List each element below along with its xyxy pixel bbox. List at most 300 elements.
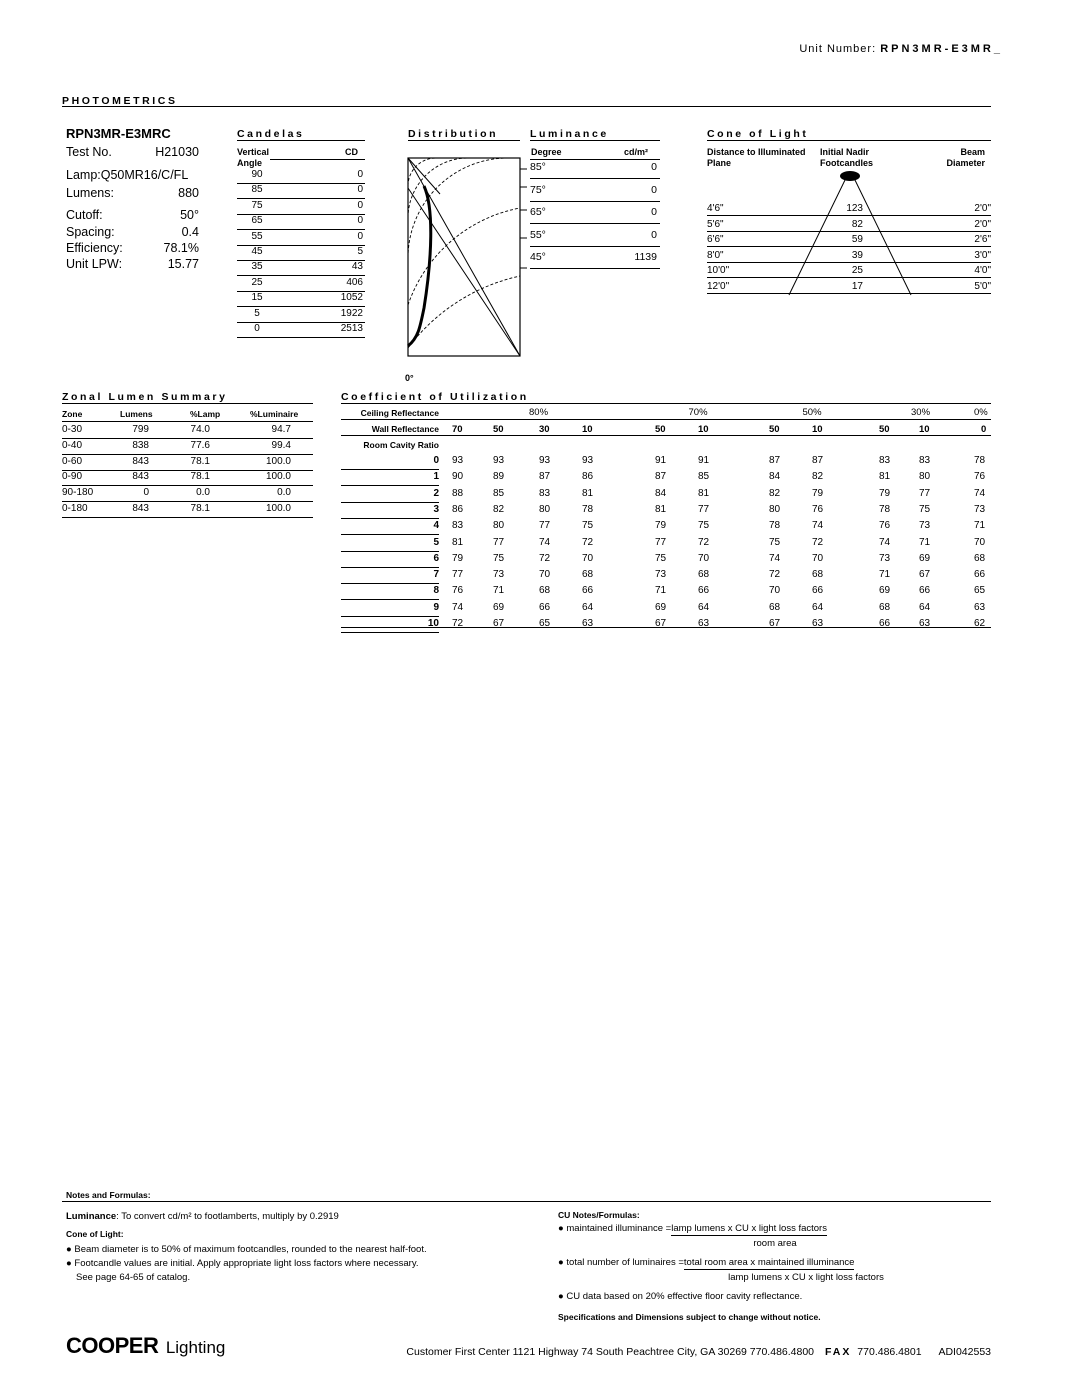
cone-diagram (780, 168, 920, 298)
note-luminance (66, 1211, 339, 1222)
cu-cell: 72 (698, 536, 710, 548)
zonal-row (62, 486, 313, 502)
candelas-angle: 55 (251, 230, 263, 242)
candelas-value: 0 (357, 169, 363, 180)
cone-col-distance: Distance to Illuminated Plane (707, 147, 806, 168)
zonal-cell: 838 (132, 439, 149, 451)
cu-cell: 70 (698, 552, 710, 564)
cu-cell: 80 (539, 503, 551, 515)
cone-beam: 2'0" (974, 203, 991, 214)
cu-rcr: 0 (341, 455, 439, 470)
cu-row (341, 503, 991, 519)
cu-cell: 85 (493, 487, 505, 499)
cu-cell: 76 (879, 520, 891, 532)
cu-wall-value: 50 (769, 424, 780, 435)
cu-row (341, 584, 991, 600)
cone-row (707, 265, 991, 278)
cu-cell: 67 (769, 618, 781, 629)
distribution-chart (400, 148, 530, 378)
cu-note-b3: ● CU data based on 20% effective floor cavity reflectance. (558, 1291, 803, 1302)
candelas-title: Candelas (237, 128, 305, 140)
zonal-cell: 78.1 (190, 471, 210, 483)
arc-5 (408, 276, 520, 348)
cu-ceiling-value: 0% (974, 407, 988, 418)
candelas-angle: 25 (251, 276, 263, 288)
cu-rcr: 2 (341, 488, 439, 503)
cu-ceiling-rule (341, 419, 991, 420)
cu-cell: 77 (919, 487, 931, 499)
cone-row (707, 234, 991, 247)
cu-bottom-rule (341, 627, 991, 628)
luminance-degree: 45° (530, 251, 546, 263)
formula-2: ● total number of luminaires =total room area x maintained illuminance (558, 1257, 855, 1268)
cu-cell: 77 (493, 536, 505, 548)
candelas-row (237, 214, 365, 230)
cu-row (341, 617, 991, 633)
formula-1-left: maintained illuminance = (566, 1223, 672, 1234)
candelas-angle: 5 (254, 307, 260, 319)
candelas-value: 0 (357, 184, 363, 196)
cu-cell: 83 (879, 455, 891, 466)
cone-footcandles: 123 (846, 203, 863, 214)
note-cone-b3: See page 64-65 of catalog. (76, 1272, 191, 1283)
cu-cell: 74 (812, 520, 824, 532)
luminance-row (530, 227, 660, 247)
cu-cell: 76 (452, 585, 464, 597)
cu-cell: 66 (974, 569, 986, 581)
zonal-cell: 74.0 (190, 424, 210, 435)
cu-rcr: 7 (341, 569, 439, 584)
zonal-cell: 0-180 (62, 503, 88, 514)
candelas-value: 1052 (340, 292, 363, 304)
cu-wall-value: 0 (981, 424, 987, 435)
note-cone-b1-text: Beam diameter is to 50% of maximum footcandles, rounded to the nearest half-foot. (74, 1244, 427, 1255)
cone-title: Cone of Light (707, 128, 809, 140)
cu-ceiling-label: Ceiling Reflectance (360, 408, 439, 418)
candelas-value: 5 (357, 246, 363, 257)
cone-beam: 2'6" (974, 234, 991, 246)
cu-rcr: 3 (341, 504, 439, 519)
cu-notes-title: CU Notes/Formulas: (558, 1210, 640, 1220)
zonal-cell: 100.0 (265, 503, 291, 514)
spec-note: Specifications and Dimensions subject to change without notice. (558, 1312, 821, 1322)
zonal-row (62, 455, 313, 471)
cu-cell: 68 (879, 601, 891, 613)
zonal-cell: 78.1 (190, 503, 210, 514)
cu-cell: 80 (493, 520, 505, 532)
cu-cell: 74 (539, 536, 551, 548)
candelas-angle: 90 (251, 169, 263, 180)
cu-cell: 81 (698, 487, 710, 499)
arc-3 (408, 158, 508, 258)
cone-distance: 12'0" (707, 281, 730, 292)
note-cone-b2-text: Footcandle values are initial. Apply appropriate light loss factors where necessary. (74, 1258, 419, 1269)
cu-cell: 63 (919, 618, 931, 629)
zonal-row (62, 470, 313, 486)
cu-cell: 63 (974, 601, 986, 613)
cu-row (341, 470, 991, 486)
cu-cell: 82 (812, 471, 824, 483)
cu-cell: 74 (879, 536, 891, 548)
lumens-label: Lumens: (66, 186, 114, 200)
candelas-value: 406 (346, 276, 363, 288)
efficiency-value: 78.1% (163, 241, 199, 255)
lumens-value: 880 (178, 186, 199, 200)
cu-cell: 77 (452, 569, 464, 581)
zonal-col-lamp: %Lamp (190, 409, 221, 419)
cu-cell: 71 (493, 585, 505, 597)
cu-cell: 81 (452, 536, 464, 548)
cu-row (341, 601, 991, 617)
cu-cell: 83 (919, 455, 931, 466)
cone-beam: 5'0" (974, 281, 991, 292)
cu-title: Coefficient of Utilization (341, 391, 529, 403)
luminance-value: 1139 (634, 251, 657, 263)
cu-rcr: 8 (341, 585, 439, 600)
cu-cell: 71 (879, 569, 891, 581)
cone-row (707, 219, 991, 232)
cu-cell: 71 (655, 585, 667, 597)
cu-ceiling-value: 30% (911, 407, 931, 418)
cone-footcandles: 59 (851, 234, 863, 246)
cutoff-value: 50° (180, 208, 199, 222)
luminance-col-cd: cd/m² (624, 147, 649, 157)
cu-cell: 63 (812, 618, 824, 629)
cu-cell: 73 (655, 569, 667, 581)
cu-cell: 74 (769, 552, 781, 564)
unit-number-value: RPN3MR-E3MR_ (880, 43, 1003, 55)
cu-cell: 68 (769, 601, 781, 613)
luminance-row (530, 249, 660, 269)
zonal-cell: 0.0 (277, 487, 291, 499)
cu-cell: 73 (879, 552, 891, 564)
cu-cell: 82 (769, 487, 781, 499)
cu-row (341, 454, 991, 470)
cu-cell: 68 (698, 569, 710, 581)
zonal-cell: 90-180 (62, 487, 94, 499)
zonal-cell: 100.0 (265, 471, 291, 483)
cu-cell: 74 (974, 487, 986, 499)
luminance-value: 0 (651, 161, 657, 173)
cu-cell: 73 (493, 569, 505, 581)
cu-cell: 77 (698, 503, 710, 515)
cu-cell: 69 (879, 585, 891, 597)
cu-cell: 66 (698, 585, 710, 597)
luminance-row (530, 159, 660, 179)
candelas-row (237, 168, 365, 184)
cone-footcandles: 25 (851, 265, 863, 277)
candelas-angle: 35 (251, 261, 263, 273)
luminance-row (530, 204, 660, 224)
zonal-cell: 77.6 (190, 439, 210, 451)
cu-cell: 87 (812, 455, 824, 466)
zonal-cell: 799 (132, 424, 149, 435)
cu-cell: 70 (769, 585, 781, 597)
cu-cell: 69 (655, 601, 667, 613)
luminance-value: 0 (651, 183, 657, 196)
cu-row (341, 487, 991, 503)
candelas-angle: 15 (251, 292, 263, 304)
cu-cell: 79 (879, 487, 891, 499)
cu-cell: 65 (974, 585, 986, 597)
cu-cell: 73 (974, 503, 986, 515)
cu-cell: 79 (452, 552, 464, 564)
cu-cell: 85 (698, 471, 710, 483)
luminance-title: Luminance (530, 128, 609, 140)
cu-cell: 87 (539, 471, 551, 483)
notes-title: Notes and Formulas: (66, 1190, 151, 1200)
cu-cell: 84 (655, 487, 667, 499)
cu-cell: 80 (769, 503, 781, 515)
cu-cell: 63 (698, 618, 710, 629)
cu-cell: 87 (655, 471, 667, 483)
cone-row (707, 250, 991, 263)
candelas-row (237, 276, 365, 292)
zonal-col-luminaire: %Luminaire (250, 409, 299, 419)
cu-cell: 77 (539, 520, 551, 532)
lpw-label: Unit LPW: (66, 257, 123, 271)
luminance-col-degree: Degree (531, 147, 562, 157)
brand-sub: Lighting (165, 1338, 226, 1357)
zonal-cell: 0-40 (62, 439, 83, 451)
cu-cell: 79 (812, 487, 824, 499)
footer-contact (406, 1346, 991, 1358)
note-luminance-text: : To convert cd/m² to footlamberts, multiply by 0.2919 (116, 1211, 339, 1222)
zonal-cell: 0-30 (62, 424, 83, 435)
candelas-value: 0 (357, 199, 363, 211)
lamp: Lamp:Q50MR16/C/FL (66, 168, 189, 182)
footer-fax-value: 770.486.4801 (857, 1346, 922, 1358)
candelas-value: 0 (357, 230, 363, 242)
footer-address: Customer First Center 1121 Highway 74 South Peachtree City, GA 30269 770.486.4800 (406, 1346, 815, 1358)
cu-cell: 69 (493, 601, 505, 613)
cu-cell: 70 (582, 552, 594, 564)
cu-cell: 66 (919, 585, 931, 597)
cu-cell: 67 (919, 569, 931, 581)
luminance-degree: 65° (530, 206, 546, 218)
zonal-cell: 94.7 (271, 424, 291, 435)
candela-curve (408, 186, 431, 346)
candelas-value: 0 (357, 215, 363, 227)
candelas-row (237, 291, 365, 307)
cu-row (341, 568, 991, 584)
cu-cell: 81 (655, 503, 667, 515)
cu-cell: 75 (493, 552, 505, 564)
cone-col-beam: Beam Diameter (946, 147, 985, 168)
test-label: Test No. (66, 145, 112, 159)
distribution-zero: 0° (405, 373, 414, 383)
cu-cell: 81 (879, 471, 891, 483)
candelas-angle: 85 (251, 184, 263, 196)
cu-cell: 83 (539, 487, 551, 499)
distribution-ticks (520, 169, 527, 268)
candelas-row (237, 199, 365, 215)
zonal-row (62, 423, 313, 439)
cu-cell: 75 (582, 520, 594, 532)
cu-cell: 73 (919, 520, 931, 532)
luminance-degree: 75° (530, 183, 546, 196)
formula-1-num: lamp lumens x CU x light loss factors (671, 1223, 827, 1234)
cu-rcr: 4 (341, 520, 439, 535)
cu-wall-value: 50 (879, 424, 890, 435)
zonal-cell: 100.0 (265, 455, 291, 467)
formula-2-den: lamp lumens x CU x light loss factors (728, 1272, 884, 1283)
spacing-label: Spacing: (66, 225, 115, 239)
cu-cell: 72 (539, 552, 551, 564)
cone-title-rule (707, 140, 991, 141)
cone-distance: 10'0" (707, 265, 730, 277)
zonal-cell: 0-90 (62, 471, 83, 483)
cu-row (341, 536, 991, 552)
zonal-title: Zonal Lumen Summary (62, 391, 228, 403)
cu-row (341, 552, 991, 568)
cu-cell: 68 (539, 585, 551, 597)
note-cone-title: Cone of Light: (66, 1229, 124, 1239)
candelas-row (237, 230, 365, 246)
candelas-angle: 65 (251, 215, 263, 227)
cu-cell: 86 (582, 471, 594, 483)
cu-cell: 77 (655, 536, 667, 548)
notes-rule (62, 1201, 991, 1202)
cu-cell: 86 (452, 503, 464, 515)
note-cone-b1: ● Beam diameter is to 50% of maximum footcandles, rounded to the nearest half-foot. (66, 1244, 427, 1255)
cu-wall-value: 70 (452, 424, 463, 435)
cu-cell: 75 (698, 520, 710, 532)
cu-cell: 78 (974, 455, 986, 466)
zonal-cell: 843 (132, 503, 149, 514)
formula-2-left: total number of luminaires = (566, 1257, 684, 1268)
cu-cell: 89 (493, 471, 505, 483)
cu-cell: 84 (769, 471, 781, 483)
ray-2 (408, 188, 520, 356)
arc-2 (408, 158, 468, 218)
footer-fax-label: FAX (824, 1346, 852, 1358)
cu-wall-value: 10 (698, 424, 709, 435)
cu-wall-value: 10 (919, 424, 930, 435)
candelas-title-rule (237, 140, 365, 141)
candelas-row (237, 322, 365, 338)
cone-distance: 4'6" (707, 203, 724, 214)
spacing-value: 0.4 (181, 225, 199, 239)
cu-cell: 63 (582, 618, 594, 629)
cu-cell: 91 (698, 455, 710, 466)
cone-distance: 6'6" (707, 234, 724, 246)
cu-title-rule (341, 403, 991, 404)
cu-cell: 64 (812, 601, 824, 613)
cone-distance: 5'6" (707, 218, 724, 230)
luminance-degree: 55° (530, 228, 546, 241)
cu-cell: 64 (919, 601, 931, 613)
cutoff-label: Cutoff: (66, 208, 103, 222)
zonal-title-rule (62, 403, 313, 404)
cu-cell: 93 (493, 455, 505, 466)
cu-row (341, 519, 991, 535)
candelas-row (237, 245, 365, 261)
luminance-row (530, 182, 660, 202)
cu-cell: 64 (698, 601, 710, 613)
cu-cell: 67 (655, 618, 667, 629)
zonal-cell: 0.0 (196, 487, 210, 499)
note-luminance-label: Luminance (66, 1211, 117, 1222)
cu-cell: 76 (812, 503, 824, 515)
cone-row (707, 281, 991, 294)
formula-1-den: room area (753, 1238, 797, 1249)
cone-footcandles: 17 (851, 281, 863, 292)
cu-cell: 62 (974, 618, 986, 629)
cu-ceiling-value: 80% (529, 407, 549, 418)
cu-cell: 70 (812, 552, 824, 564)
candelas-col-angle: Vertical Angle (237, 147, 270, 168)
cone-beam: 2'0" (974, 218, 991, 230)
cu-cell: 91 (655, 455, 667, 466)
cu-cell: 72 (769, 569, 781, 581)
zonal-cell: 0 (143, 487, 149, 499)
note-cone-b2: ● Footcandle values are initial. Apply appropriate light loss factors where necessary. (66, 1258, 419, 1269)
cu-cell: 65 (539, 618, 551, 629)
lpw-value: 15.77 (167, 257, 199, 271)
cu-ceiling-value: 70% (688, 407, 708, 418)
candelas-value: 2513 (340, 323, 363, 334)
zonal-cell: 78.1 (190, 455, 210, 467)
cone-distance: 8'0" (707, 249, 724, 261)
cone-lamp-icon (840, 171, 860, 181)
cu-wall-label: Wall Reflectance (371, 424, 439, 434)
cu-cell: 78 (582, 503, 594, 515)
cu-cell: 67 (493, 618, 505, 629)
distribution-title: Distribution (408, 128, 499, 140)
candelas-angle: 75 (251, 199, 263, 211)
candelas-angle: 45 (251, 246, 263, 257)
cone-beam: 3'0" (974, 249, 991, 261)
cu-cell: 66 (582, 585, 594, 597)
cu-cell: 70 (974, 536, 986, 548)
cu-wall-rule (341, 435, 991, 436)
cu-cell: 78 (769, 520, 781, 532)
cu-cell: 80 (919, 471, 931, 483)
cu-rcr: 6 (341, 553, 439, 568)
cone-beam: 4'0" (974, 265, 991, 277)
cu-cell: 83 (452, 520, 464, 532)
zonal-cell: 843 (132, 471, 149, 483)
cu-cell: 78 (879, 503, 891, 515)
cu-wall-value: 10 (812, 424, 823, 435)
product-info (66, 145, 199, 273)
cu-cell: 71 (919, 536, 931, 548)
cu-cell: 66 (539, 601, 551, 613)
cu-cell: 72 (812, 536, 824, 548)
zonal-row (62, 502, 313, 518)
cu-cell: 87 (769, 455, 781, 466)
cu-cell: 72 (582, 536, 594, 548)
unit-number (799, 43, 1003, 55)
candelas-col-cd: CD (345, 147, 358, 157)
section-rule (62, 106, 991, 107)
cu-wall-value: 50 (655, 424, 666, 435)
cu-rcr: 9 (341, 602, 439, 617)
cu-cell: 72 (452, 618, 464, 629)
cone-row (707, 203, 991, 216)
cu-cell: 68 (974, 552, 986, 564)
cu-cell: 90 (452, 471, 464, 483)
cu-cell: 79 (655, 520, 667, 532)
zonal-col-lumens: Lumens (120, 409, 153, 419)
cu-cell: 75 (655, 552, 667, 564)
candelas-row (237, 260, 365, 276)
cu-cell: 66 (812, 585, 824, 597)
zonal-row (62, 439, 313, 455)
cu-cell: 64 (582, 601, 594, 613)
candelas-value: 43 (351, 261, 363, 273)
